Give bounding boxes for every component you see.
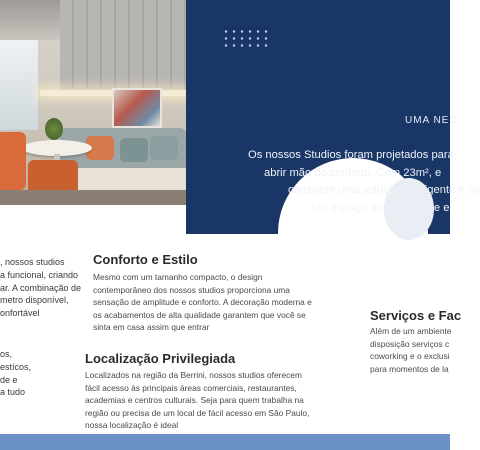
localizacao-title: Localização Privilegiada [85, 351, 236, 366]
studio-interior-photo [0, 0, 186, 205]
conforto-line: sensação de amplitude e conforto. A decoração moderna e [93, 297, 312, 307]
left-column-text-lower [0, 348, 84, 399]
left-column-line: , nossos studios [0, 257, 65, 267]
servicos-title: Serviços e Fac [370, 308, 462, 323]
photo-wall-art [112, 88, 162, 128]
localizacao-line: região ou precisa de um local de fácil acesso em São Paulo, [85, 407, 310, 418]
left-column-line: metro disponível, [0, 295, 69, 306]
conforto-body [93, 271, 312, 334]
hero-label: UMA NEC [405, 115, 458, 126]
left-column-line: estícos, [0, 361, 32, 372]
hero-intro [248, 147, 478, 217]
servicos-line: disposição serviços c [370, 338, 450, 349]
servicos-line: Além de um ambiente [370, 326, 452, 336]
conforto-line: os acabamentos de alta qualidade garantem que você se [93, 309, 306, 320]
localizacao-line: academias e centros culturais. Seja para quem trabalha na [85, 395, 304, 405]
photo-floor [0, 190, 186, 205]
hero-intro-line: oferecem uma solução inteligente e co [288, 184, 480, 196]
left-column-line: onfortável [0, 308, 40, 319]
photo-plant [45, 118, 63, 140]
hero-intro-line: um espaço aconchegante e [312, 201, 450, 214]
left-column-line: os, [0, 349, 13, 359]
photo-chair [0, 132, 26, 190]
photo-window [0, 40, 38, 130]
left-column-line: a tudo [0, 387, 26, 398]
hero-intro-line: Os nossos Studios foram projetados para [248, 149, 454, 161]
servicos-body [370, 325, 451, 375]
localizacao-line: fácil acesso às principais áreas comerciais, restaurantes, [85, 382, 297, 393]
photo-cushion [150, 136, 178, 160]
localizacao-body [85, 369, 309, 432]
conforto-line: contemporâneo dos nossos studios proporciona uma [93, 284, 290, 295]
hero-intro-line: abrir mão do conforto. Com 23m², e [264, 166, 442, 179]
dot-pattern-icon [222, 28, 272, 50]
photo-wall-panels [60, 0, 186, 95]
servicos-line: para momentos de la [370, 363, 449, 374]
servicos-line: coworking e o exclusi [370, 351, 450, 361]
conforto-line: Mesmo com um tamanho compacto, o design [93, 272, 263, 282]
left-column-line: ar. A combinação de [0, 282, 82, 293]
conforto-line: sinta em casa assim que entrar [93, 322, 210, 332]
bottom-bar [0, 434, 450, 450]
photo-cushion [120, 138, 148, 162]
photo-bench-seat [60, 168, 186, 192]
left-column-text [0, 256, 84, 320]
left-column-line: a funcional, criando [0, 269, 79, 280]
localizacao-line: nossa localização é ideal [85, 420, 179, 430]
conforto-title: Conforto e Estilo [93, 252, 198, 267]
left-column-line: de e [0, 374, 18, 385]
localizacao-line: Localizados na região da Berrini, nossos studios oferecem [85, 370, 302, 380]
